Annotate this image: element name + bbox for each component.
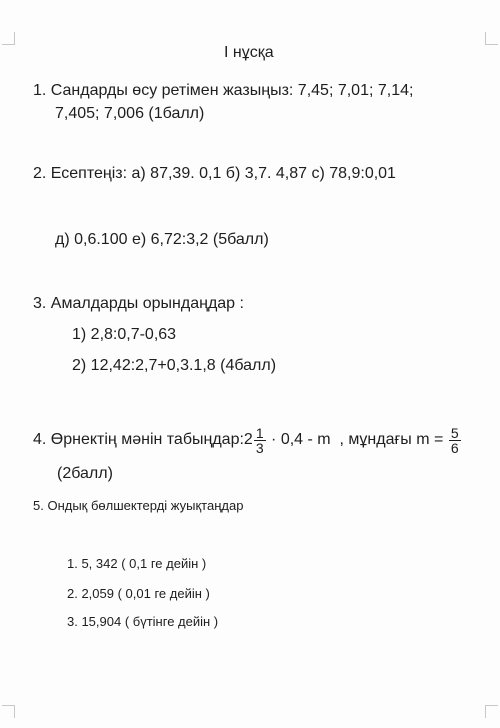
- crop-mark-bottom-left: [2, 705, 15, 718]
- q4-m-fraction: [449, 426, 461, 455]
- q1-line-2: 7,405; 7,006 (1балл): [55, 105, 205, 122]
- q2-line-1: 2. Есептеңіз: а) 87,39. 0,1 б) 3,7. 4,87 с) 78,9:0,01: [33, 165, 396, 182]
- q2-line-2: д) 0,6.100 е) 6,72:3,2 (5балл): [55, 231, 269, 248]
- q4-m-numerator: 5: [450, 424, 459, 441]
- q5-item-1: 1. 5, 342 ( 0,1 ге дейін ): [67, 556, 207, 571]
- q1-line-1: 1. Сандарды өсу ретімен жазыңыз: 7,45; 7,01; 7,14;: [33, 82, 414, 99]
- q4-mixed-whole: 2: [243, 431, 253, 448]
- q4-expression: [33, 420, 462, 460]
- q3-item-1: 1) 2,8:0,7-0,63: [72, 326, 177, 343]
- q5-item-2: 2. 2,059 ( 0,01 ге дейін ): [67, 586, 210, 601]
- crop-mark-top-left: [2, 32, 15, 45]
- crop-mark-bottom-right: [485, 705, 498, 718]
- variant-title: I нұсқа: [224, 44, 274, 61]
- crop-mark-top-right: [485, 32, 498, 45]
- q4-m-denominator: 6: [450, 439, 459, 456]
- q5-item-3: 3. 15,904 ( бүтінге дейін ): [67, 614, 219, 629]
- q3-heading: 3. Амалдарды орындаңдар :: [33, 295, 244, 312]
- q4-mixed-numerator: 1: [255, 424, 264, 441]
- q5-heading: 5. Ондық бөлшектерді жуықтаңдар: [33, 498, 244, 513]
- q3-item-2: 2) 12,42:2,7+0,3.1,8 (4балл): [72, 357, 277, 374]
- q4-rest: · 0,4 - m , мұндағы m =: [266, 431, 448, 448]
- q4-mixed-fraction: [254, 426, 266, 455]
- q4-points: (2балл): [57, 465, 113, 482]
- q4-prefix: 4. Өрнектің мәнін табыңдар:: [33, 431, 244, 448]
- q4-mixed-denominator: 3: [255, 439, 264, 456]
